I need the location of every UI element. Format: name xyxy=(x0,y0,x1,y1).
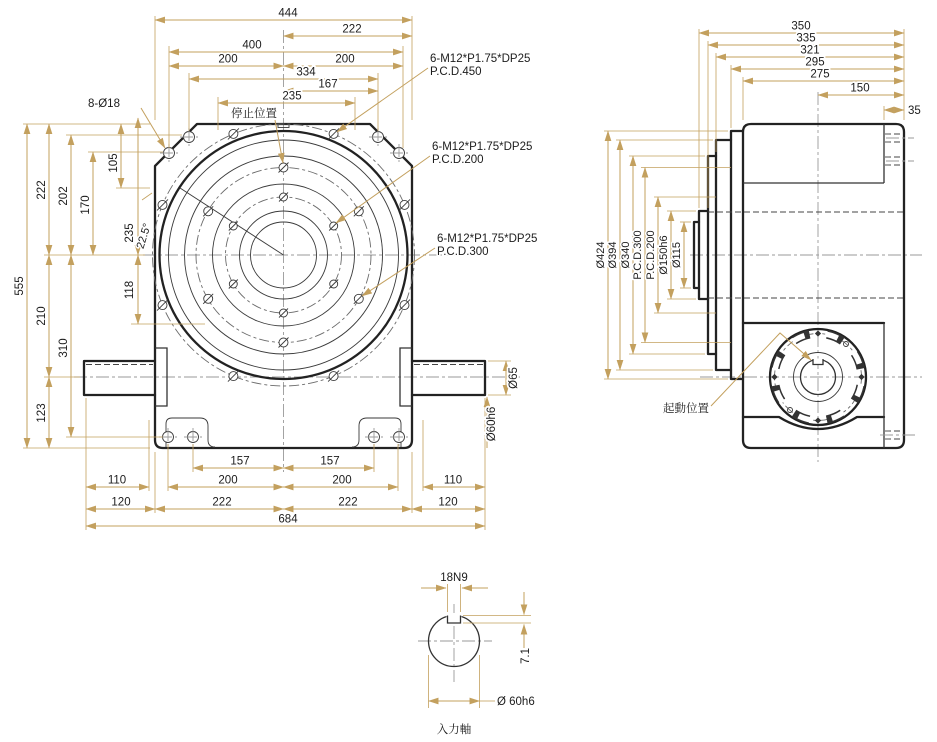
side-dimensions xyxy=(595,21,921,380)
note-m12-pcd450-line2: P.C.D.450 xyxy=(430,66,482,78)
front-view xyxy=(14,8,537,531)
dim-167: 167 xyxy=(318,78,338,91)
dim-65: Ø65 xyxy=(508,367,520,389)
dim-dia115: Ø115 xyxy=(671,241,683,269)
dim-110-l: 110 xyxy=(107,474,127,487)
dim-555: 555 xyxy=(14,276,26,296)
dim-pcd200: P.C.D.200 xyxy=(645,230,657,280)
dim-35: 35 xyxy=(908,105,921,117)
dim-444: 444 xyxy=(278,7,298,20)
dim-105: 105 xyxy=(108,153,120,173)
note-start-position: 起動位置 xyxy=(663,403,709,415)
dim-400: 400 xyxy=(242,39,262,52)
dim-275: 275 xyxy=(810,68,830,81)
note-m12-pcd450-line1: 6-M12*P1.75*DP25 xyxy=(430,53,531,65)
dim-dia424: Ø424 xyxy=(595,241,607,269)
detail-dimensions xyxy=(421,572,535,736)
note-stop-position: 停止位置 xyxy=(231,108,277,120)
dim-dia60h6-detail: Ø 60h6 xyxy=(497,696,535,708)
dim-200-bl: 200 xyxy=(218,474,238,487)
dim-334: 334 xyxy=(296,66,316,79)
label-input-shaft: 入力軸 xyxy=(436,724,472,736)
dim-118: 118 xyxy=(124,280,136,300)
dim-200-tl: 200 xyxy=(218,53,238,66)
dim-123: 123 xyxy=(36,403,48,423)
dim-18n9: 18N9 xyxy=(440,572,468,584)
dim-222-left: 222 xyxy=(36,180,48,200)
dim-angle-22-5: 22.5° xyxy=(134,222,154,251)
note-m12-pcd200-line1: 6-M12*P1.75*DP25 xyxy=(432,141,533,153)
dim-200-tr: 200 xyxy=(335,53,355,66)
dim-335: 335 xyxy=(796,32,816,45)
dim-110-r: 110 xyxy=(443,474,463,487)
note-m12-pcd300-line2: P.C.D.300 xyxy=(437,246,489,258)
side-view xyxy=(595,21,922,463)
dim-222-top: 222 xyxy=(342,23,362,36)
dim-7-1: 7.1 xyxy=(520,648,532,664)
note-m12-pcd300-line1: 6-M12*P1.75*DP25 xyxy=(437,233,538,245)
dim-684: 684 xyxy=(278,513,298,526)
dim-pcd300: P.C.D.300 xyxy=(632,230,644,280)
dim-210: 210 xyxy=(36,306,48,326)
note-8-d18: 8-Ø18 xyxy=(88,98,120,110)
dim-150: 150 xyxy=(850,82,870,95)
dim-dia150h6: Ø150h6 xyxy=(658,235,670,275)
dim-157-l: 157 xyxy=(230,455,250,468)
dim-235-left: 235 xyxy=(124,223,136,243)
dim-dia340: Ø340 xyxy=(620,241,632,269)
dim-222-br: 222 xyxy=(338,496,358,509)
dim-202: 202 xyxy=(58,186,70,206)
dim-60h6: Ø60h6 xyxy=(486,406,498,442)
dim-350: 350 xyxy=(791,20,811,33)
input-shaft-detail xyxy=(418,572,535,736)
dim-170: 170 xyxy=(80,195,92,215)
dim-222-bl: 222 xyxy=(212,496,232,509)
dim-120-r: 120 xyxy=(438,496,458,509)
dim-321: 321 xyxy=(800,44,820,57)
note-m12-pcd200-line2: P.C.D.200 xyxy=(432,154,484,166)
dim-310: 310 xyxy=(58,338,70,358)
dim-200-br: 200 xyxy=(332,474,352,487)
dim-295: 295 xyxy=(805,56,825,69)
dim-120-l: 120 xyxy=(111,496,131,509)
dim-235-top: 235 xyxy=(282,90,302,103)
dim-dia394: Ø394 xyxy=(607,241,619,269)
front-extension-lines xyxy=(23,16,511,530)
dim-157-r: 157 xyxy=(320,455,340,468)
